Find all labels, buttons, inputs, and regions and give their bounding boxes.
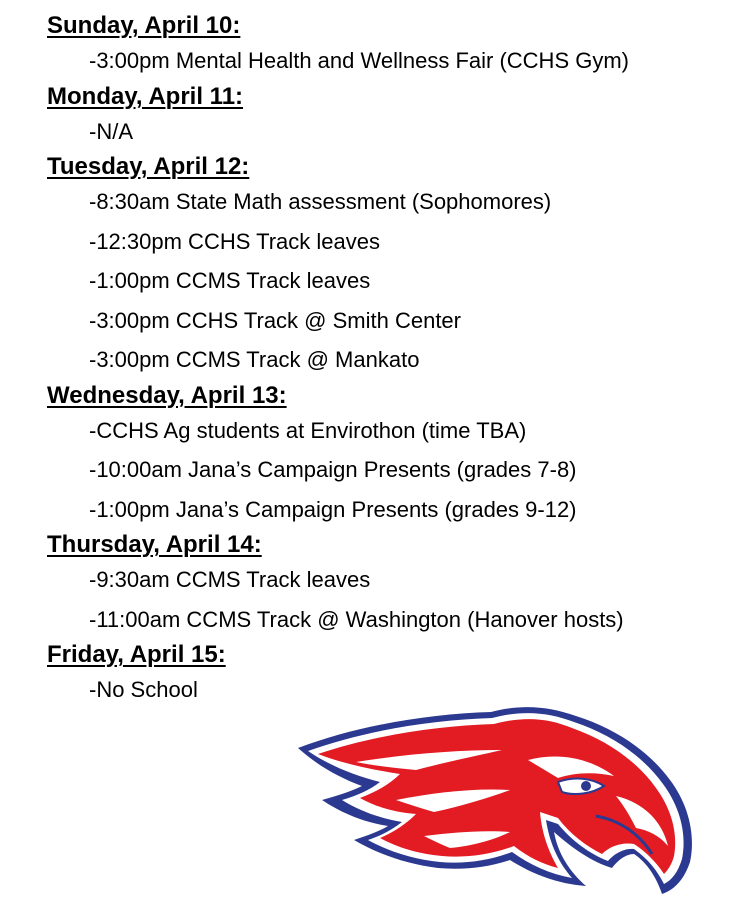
event-item: -9:30am CCMS Track leaves xyxy=(89,567,371,592)
day-heading: Thursday, April 14: xyxy=(47,531,262,558)
weekly-schedule xyxy=(47,10,737,710)
day-thursday xyxy=(47,529,737,639)
event-item: -CCHS Ag students at Envirothon (time TBA) xyxy=(89,417,527,443)
day-heading: Friday, April 15: xyxy=(47,641,226,668)
event-item: -12:30pm CCHS Track leaves xyxy=(89,228,380,254)
event-item: -11:00am CCMS Track @ Washington (Hanover hosts) xyxy=(89,606,624,632)
event-list xyxy=(47,112,737,152)
event-list xyxy=(47,560,737,639)
event-item: -1:00pm CCMS Track leaves xyxy=(89,268,371,293)
day-heading: Monday, April 11: xyxy=(47,82,244,110)
day-heading: Wednesday, April 13: xyxy=(47,381,287,409)
event-item: -No School xyxy=(89,677,198,702)
event-item: -8:30am State Math assessment (Sophomores) xyxy=(89,189,552,214)
day-monday xyxy=(47,81,737,152)
event-item: -10:00am Jana’s Campaign Presents (grades 7-8) xyxy=(89,457,577,482)
event-item: -3:00pm CCMS Track @ Mankato xyxy=(89,347,420,372)
day-heading: Tuesday, April 12: xyxy=(47,153,250,180)
event-item: -1:00pm Jana’s Campaign Presents (grades 9-12) xyxy=(89,496,577,522)
day-wednesday xyxy=(47,380,737,530)
event-list xyxy=(47,41,737,81)
event-list xyxy=(47,411,737,530)
eagle-pupil xyxy=(581,781,591,791)
day-tuesday xyxy=(47,151,737,380)
event-item: -3:00pm CCHS Track @ Smith Center xyxy=(89,307,461,333)
day-heading: Sunday, April 10: xyxy=(47,12,241,39)
day-sunday xyxy=(47,10,737,81)
event-item: -3:00pm Mental Health and Wellness Fair (CCHS Gym) xyxy=(89,48,629,73)
day-friday xyxy=(47,639,737,710)
eagle-head-logo-icon xyxy=(296,704,698,896)
event-list xyxy=(47,182,737,380)
event-item: -N/A xyxy=(89,118,133,144)
